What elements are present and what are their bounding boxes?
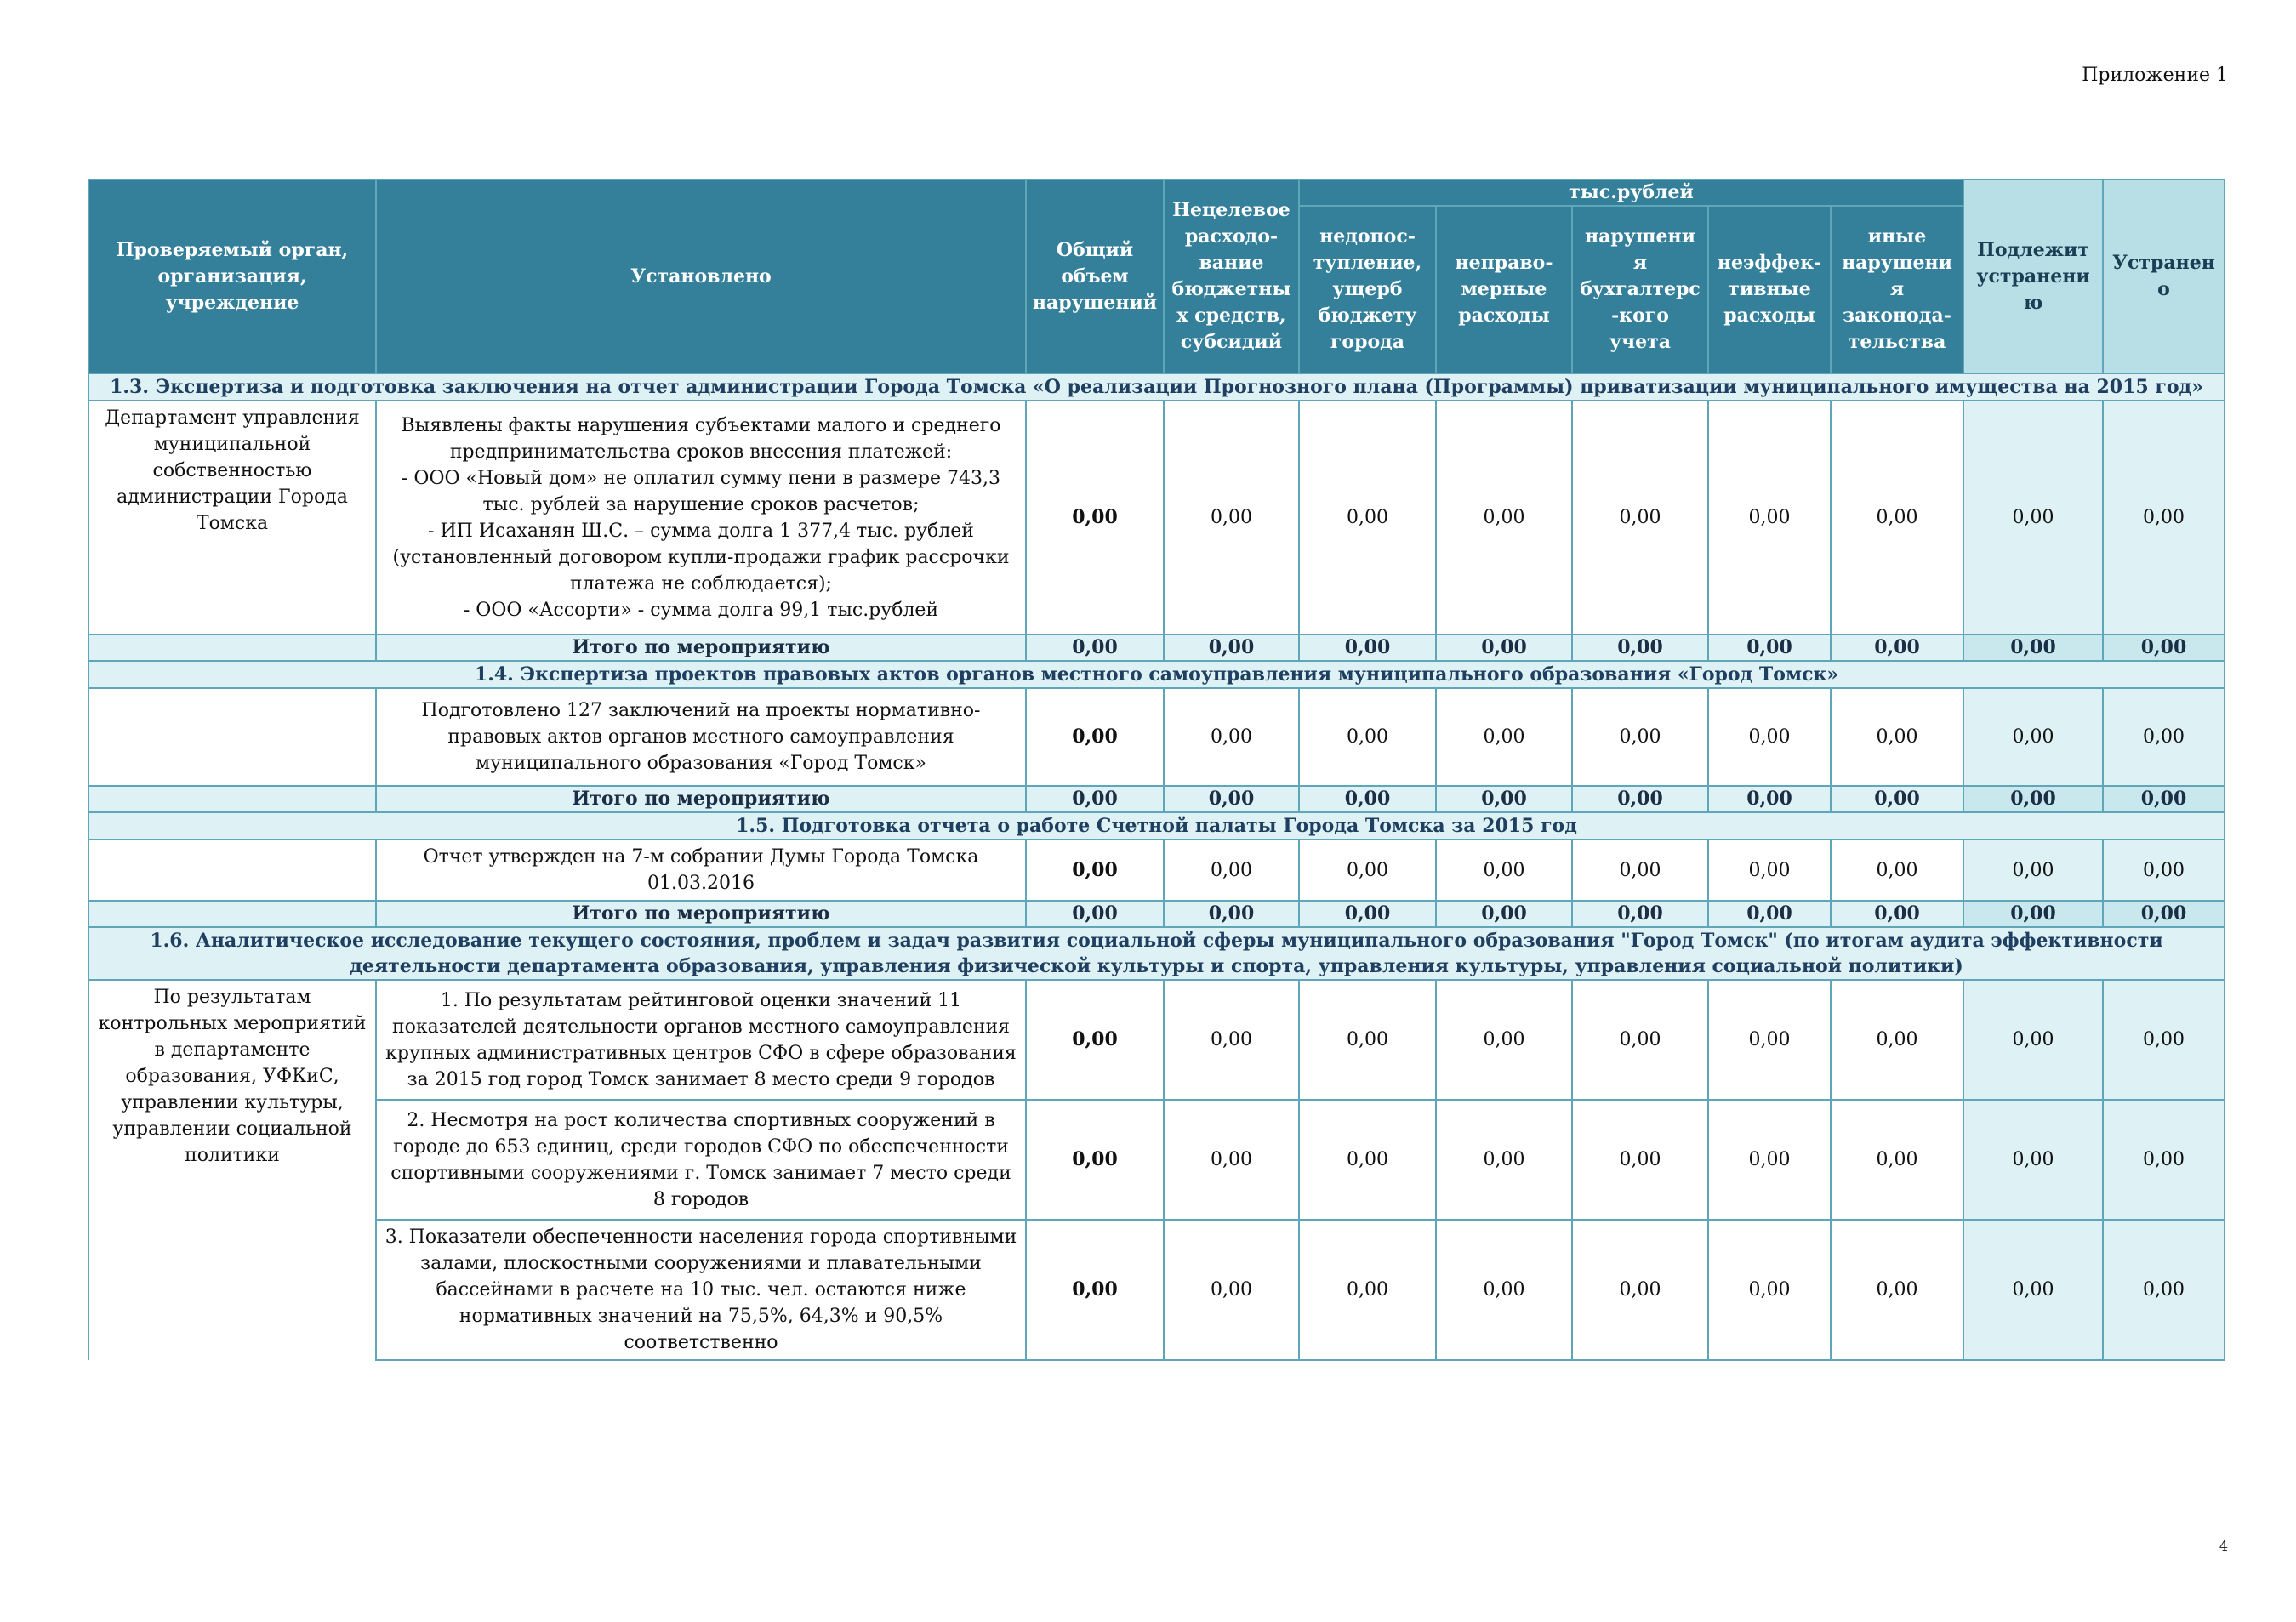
total-value: 0,00 [1026, 786, 1164, 812]
total-value: 0,00 [1436, 635, 1572, 661]
value-total: 0,00 [1026, 1100, 1164, 1220]
value-other: 0,00 [1831, 980, 1963, 1100]
total-value: 0,00 [1963, 901, 2103, 927]
value-accounting: 0,00 [1572, 980, 1708, 1100]
total-value: 0,00 [1831, 901, 1963, 927]
col-header-established: Установлено [376, 179, 1026, 373]
org-cell: Департамент управления муниципальной собственностью администрации Города Томска [88, 401, 376, 635]
total-value: 0,00 [1436, 901, 1572, 927]
total-value: 0,00 [2103, 901, 2225, 927]
value-shortfall: 0,00 [1299, 401, 1436, 635]
established-cell [376, 401, 1026, 635]
total-value: 0,00 [1299, 786, 1436, 812]
established-text: Выявлены факты нарушения субъектами малого и среднего предпринимательства сроков внесения платежей: - ООО «Новый дом» не оплатил сумму пени в размере 743,3 тыс. рублей за нарушение сроков расчетов; - ИП Исаханян Ш.С. – сумма долга 1 377,4 тыс. рублей (установленный договором купли-продажи график рассрочки платежа не соблюдается); - ООО «Ассорти» - сумма долга 99,1 тыс.рублей [392, 414, 1010, 621]
value-fixed: 0,00 [2103, 688, 2225, 786]
col-header-shortfall: недопос-тупление, ущерб бюджету города [1299, 206, 1436, 373]
value-total: 0,00 [1026, 980, 1164, 1100]
value-misuse: 0,00 [1164, 1100, 1299, 1220]
total-value: 0,00 [1572, 635, 1708, 661]
value-shortfall: 0,00 [1299, 839, 1436, 901]
total-value: 0,00 [1831, 635, 1963, 661]
col-header-org: Проверяемый орган, организация, учреждение [88, 179, 376, 373]
value-accounting: 0,00 [1572, 839, 1708, 901]
value-accounting: 0,00 [1572, 1100, 1708, 1220]
established-text: Подготовлено 127 заключений на проекты нормативно-правовых актов органов местного самоуправления муниципального образования «Город Томск» [376, 688, 1026, 786]
total-value: 0,00 [1708, 786, 1831, 812]
total-value: 0,00 [1164, 635, 1299, 661]
value-to-fix: 0,00 [1963, 401, 2103, 635]
value-unlawful: 0,00 [1436, 980, 1572, 1100]
violations-table [88, 179, 2225, 1361]
table-row [88, 401, 2225, 635]
appendix-label: Приложение 1 [2082, 65, 2228, 86]
total-value: 0,00 [2103, 786, 2225, 812]
total-row [88, 786, 2225, 812]
value-fixed: 0,00 [2103, 839, 2225, 901]
total-value: 0,00 [1026, 901, 1164, 927]
total-value: 0,00 [1299, 901, 1436, 927]
value-other: 0,00 [1831, 1100, 1963, 1220]
section-title: 1.3. Экспертиза и подготовка заключения на отчет администрации Города Томска «О реализации Прогнозного плана (Программы) приватизации муниципального имущества на 2015 год» [88, 373, 2225, 401]
value-misuse: 0,00 [1164, 980, 1299, 1100]
table-row [88, 1220, 2225, 1360]
value-misuse: 0,00 [1164, 1220, 1299, 1360]
value-fixed: 0,00 [2103, 1100, 2225, 1220]
value-ineffective: 0,00 [1708, 688, 1831, 786]
org-cell [88, 688, 376, 786]
table-row [88, 1100, 2225, 1220]
value-unlawful: 0,00 [1436, 688, 1572, 786]
total-value: 0,00 [1708, 635, 1831, 661]
value-misuse: 0,00 [1164, 401, 1299, 635]
total-value: 0,00 [1963, 635, 2103, 661]
value-shortfall: 0,00 [1299, 688, 1436, 786]
value-total: 0,00 [1026, 839, 1164, 901]
value-total: 0,00 [1026, 401, 1164, 635]
value-unlawful: 0,00 [1436, 1100, 1572, 1220]
table-row [88, 980, 2225, 1100]
value-other: 0,00 [1831, 839, 1963, 901]
value-fixed: 0,00 [2103, 980, 2225, 1100]
established-text: 1. По результатам рейтинговой оценки значений 11 показателей деятельности органов местного самоуправления крупных административных центров СФО в сфере образования за 2015 год город Томск занимает 8 место среди 9 городов [376, 980, 1026, 1100]
value-accounting: 0,00 [1572, 401, 1708, 635]
total-label: Итого по мероприятию [376, 635, 1026, 661]
total-value: 0,00 [1572, 901, 1708, 927]
total-value: 0,00 [1299, 635, 1436, 661]
value-to-fix: 0,00 [1963, 688, 2103, 786]
org-cell [88, 839, 376, 901]
value-ineffective: 0,00 [1708, 401, 1831, 635]
header-row-1 [88, 179, 2225, 206]
total-value: 0,00 [1026, 635, 1164, 661]
value-to-fix: 0,00 [1963, 1220, 2103, 1360]
total-value: 0,00 [1572, 786, 1708, 812]
col-header-to-fix: Подлежит устранению [1963, 179, 2103, 373]
value-ineffective: 0,00 [1708, 1100, 1831, 1220]
col-header-misuse: Нецелевое расходо-вание бюджетных средств, субсидий [1164, 179, 1299, 373]
value-unlawful: 0,00 [1436, 1220, 1572, 1360]
value-to-fix: 0,00 [1963, 839, 2103, 901]
org-cell: По результатам контрольных мероприятий в департаменте образования, УФКиС, управлении культуры, управлении социальной политики [88, 980, 376, 1360]
total-row [88, 901, 2225, 927]
total-value: 0,00 [1963, 786, 2103, 812]
total-value: 0,00 [1831, 786, 1963, 812]
col-header-total: Общий объем нарушений [1026, 179, 1164, 373]
total-blank-cell [88, 901, 376, 927]
value-to-fix: 0,00 [1963, 980, 2103, 1100]
section-row [88, 373, 2225, 401]
value-total: 0,00 [1026, 688, 1164, 786]
section-title: 1.5. Подготовка отчета о работе Счетной палаты Города Томска за 2015 год [88, 812, 2225, 839]
total-label: Итого по мероприятию [376, 786, 1026, 812]
value-accounting: 0,00 [1572, 688, 1708, 786]
total-label: Итого по мероприятию [376, 901, 1026, 927]
table-row [88, 839, 2225, 901]
total-value: 0,00 [1164, 786, 1299, 812]
page-number: 4 [2219, 1538, 2228, 1554]
total-value: 0,00 [2103, 635, 2225, 661]
value-unlawful: 0,00 [1436, 401, 1572, 635]
table-row [88, 688, 2225, 786]
total-value: 0,00 [1708, 901, 1831, 927]
value-total: 0,00 [1026, 1220, 1164, 1360]
established-text: Отчет утвержден на 7-м собрании Думы Города Томска 01.03.2016 [376, 839, 1026, 901]
value-accounting: 0,00 [1572, 1220, 1708, 1360]
value-ineffective: 0,00 [1708, 980, 1831, 1100]
section-row [88, 661, 2225, 688]
value-unlawful: 0,00 [1436, 839, 1572, 901]
value-misuse: 0,00 [1164, 839, 1299, 901]
value-ineffective: 0,00 [1708, 1220, 1831, 1360]
total-blank-cell [88, 786, 376, 812]
col-header-fixed: Устранено [2103, 179, 2225, 373]
value-shortfall: 0,00 [1299, 1100, 1436, 1220]
section-title: 1.6. Аналитическое исследование текущего состояния, проблем и задач развития социальной сферы муниципального образования "Город Томск" (по итогам аудита эффективности деятельности департамента образования, управления физической культуры и спорта, управления культуры, управления социальной политики) [88, 927, 2225, 980]
col-header-unit: тыс.рублей [1299, 179, 1963, 206]
col-header-unlawful: неправо-мерные расходы [1436, 206, 1572, 373]
value-misuse: 0,00 [1164, 688, 1299, 786]
value-other: 0,00 [1831, 401, 1963, 635]
established-text: 2. Несмотря на рост количества спортивных сооружений в городе до 653 единиц, среди городов СФО по обеспеченности спортивными сооружениями г. Томск занимает 7 место среди 8 городов [376, 1100, 1026, 1220]
col-header-ineffective: неэффек-тивные расходы [1708, 206, 1831, 373]
value-to-fix: 0,00 [1963, 1100, 2103, 1220]
col-header-accounting: нарушения бухгалтерс-кого учета [1572, 206, 1708, 373]
value-fixed: 0,00 [2103, 1220, 2225, 1360]
established-text: 3. Показатели обеспеченности населения города спортивными залами, плоскостными сооружениями и плавательными бассейнами в расчете на 10 тыс. чел. остаются ниже нормативных значений на 75,5%, 64,3% и 90,5% соответственно [376, 1220, 1026, 1360]
section-row [88, 927, 2225, 980]
value-ineffective: 0,00 [1708, 839, 1831, 901]
total-value: 0,00 [1436, 786, 1572, 812]
total-value: 0,00 [1164, 901, 1299, 927]
value-fixed: 0,00 [2103, 401, 2225, 635]
value-other: 0,00 [1831, 688, 1963, 786]
value-other: 0,00 [1831, 1220, 1963, 1360]
section-row [88, 812, 2225, 839]
section-title: 1.4. Экспертиза проектов правовых актов органов местного самоуправления муниципального образования «Город Томск» [88, 661, 2225, 688]
value-shortfall: 0,00 [1299, 1220, 1436, 1360]
total-row [88, 635, 2225, 661]
value-shortfall: 0,00 [1299, 980, 1436, 1100]
col-header-other: иные нарушения законода-тельства [1831, 206, 1963, 373]
total-blank-cell [88, 635, 376, 661]
